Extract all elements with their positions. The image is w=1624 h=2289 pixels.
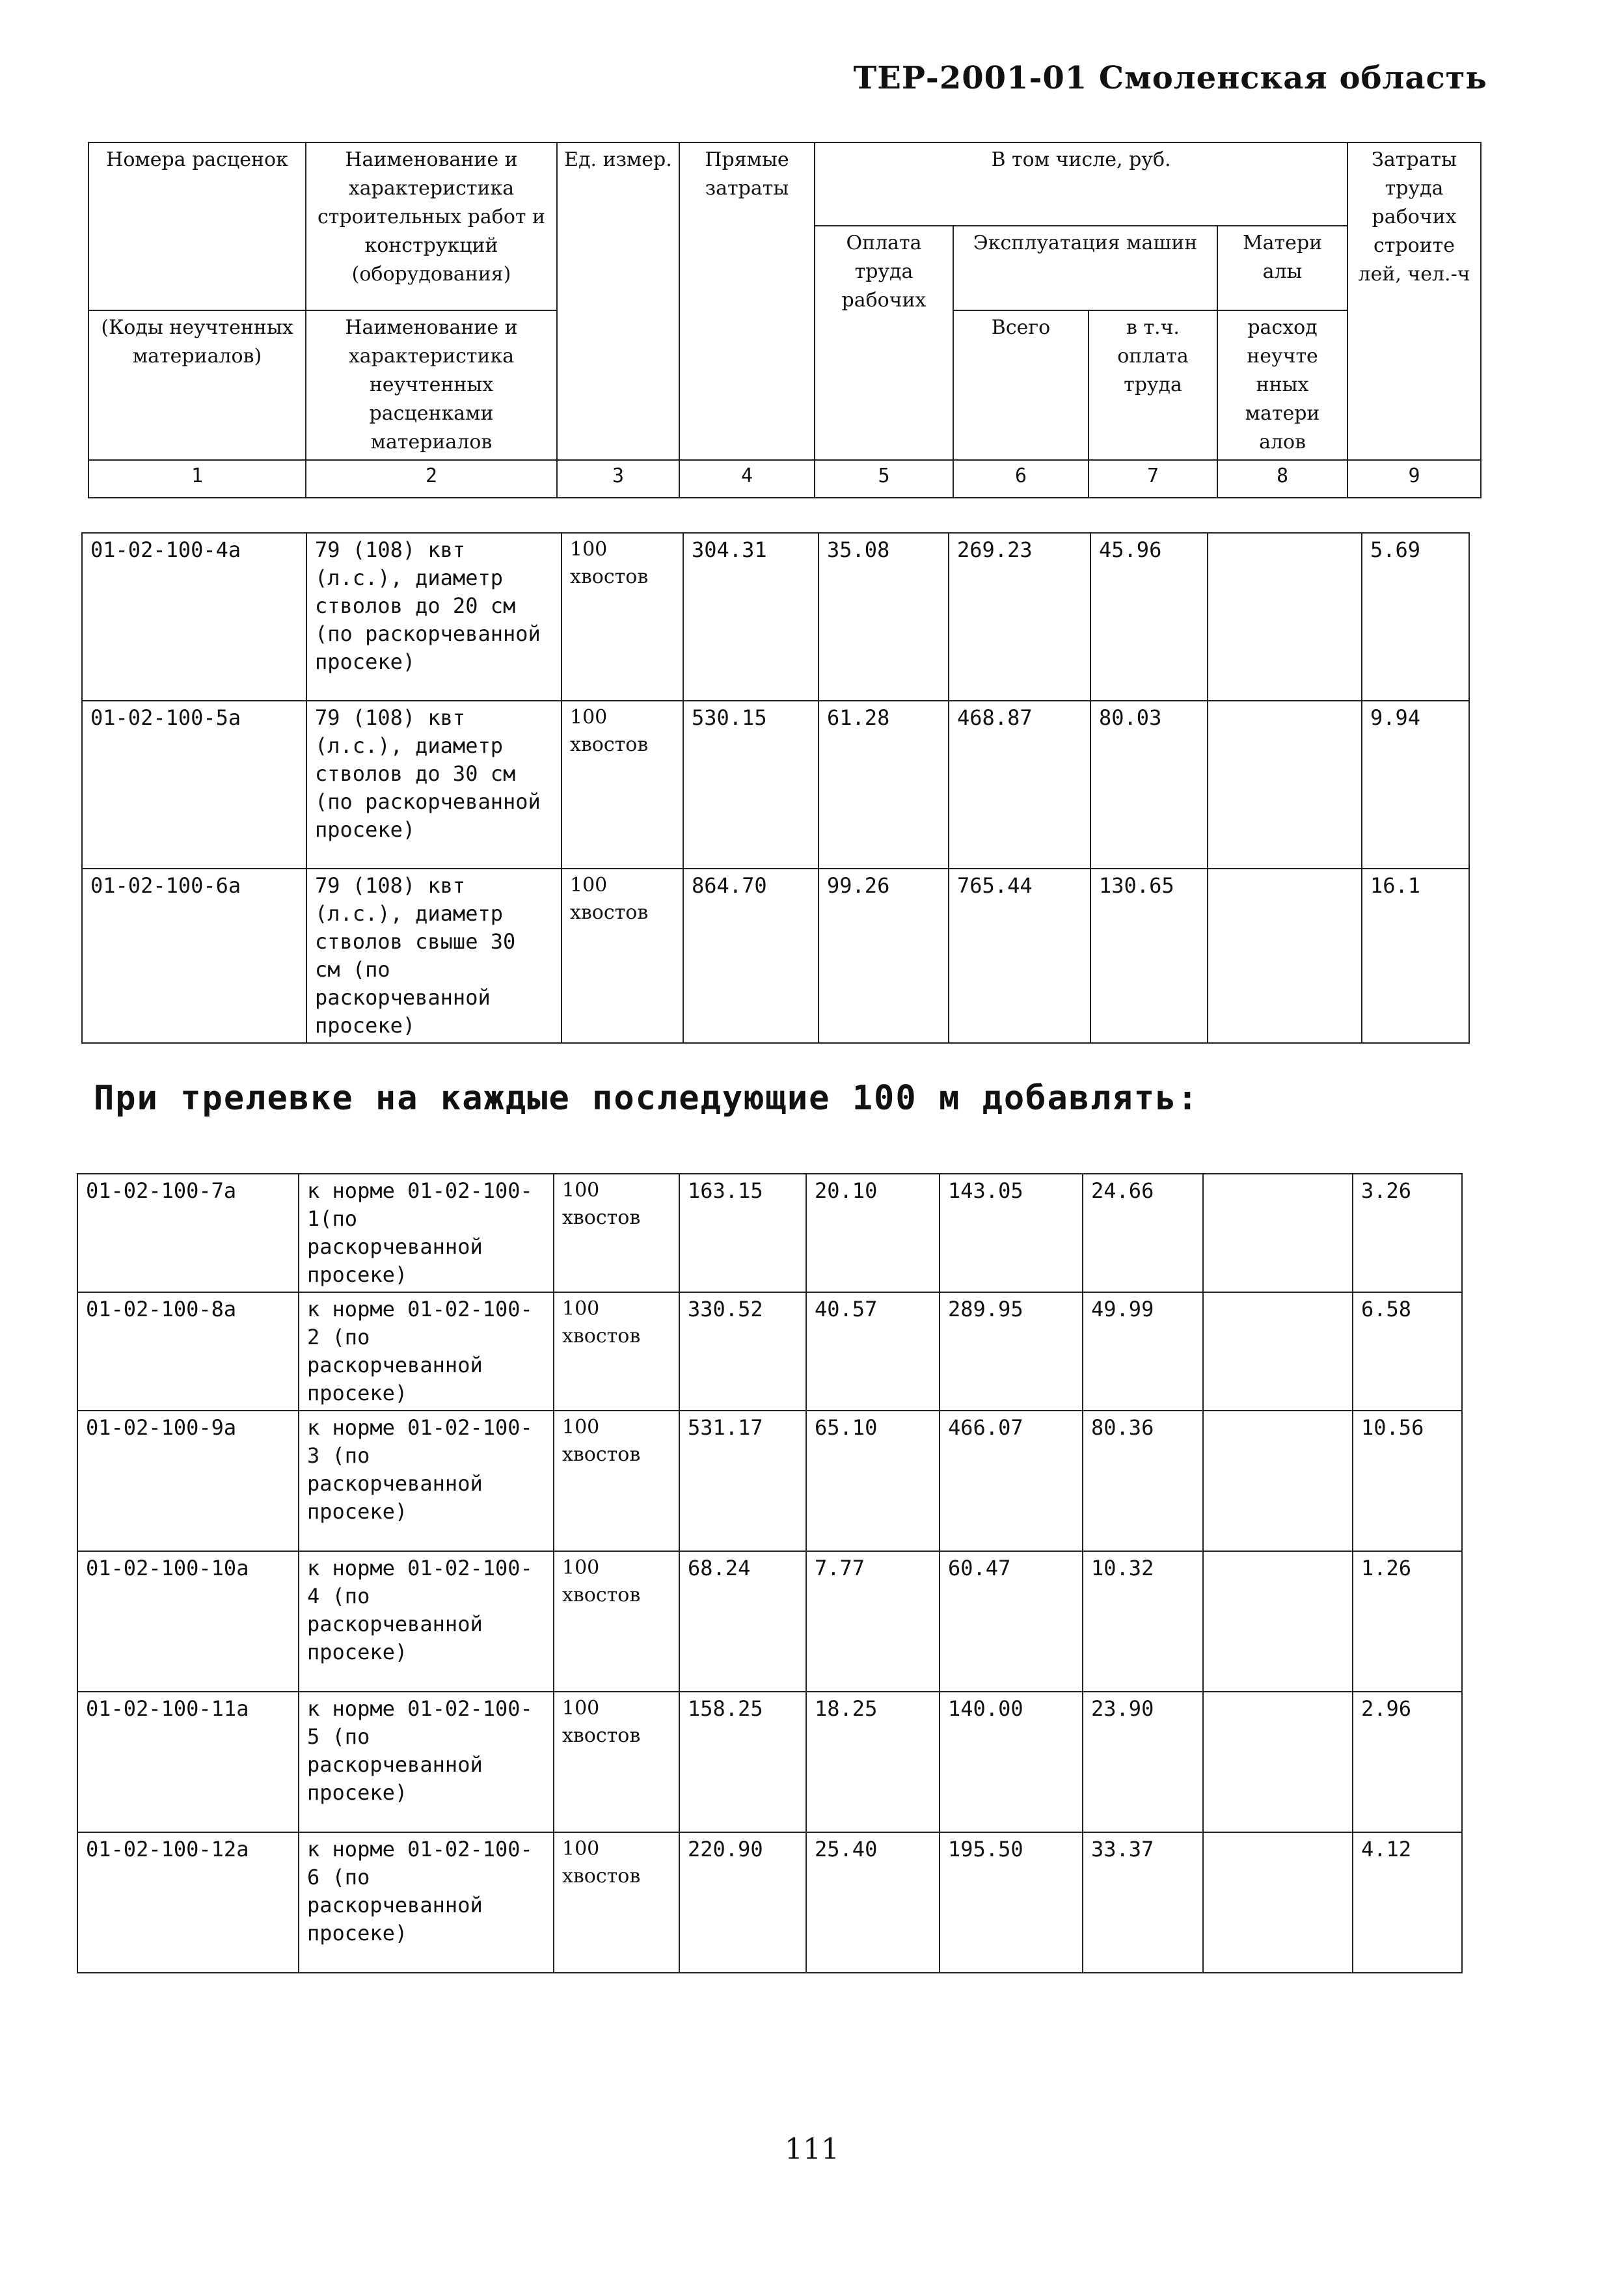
rate-name: к норме 01-02-100-6 (по раскорчеванной просеке) [299, 1832, 554, 1973]
machines-labor: 10.32 [1083, 1551, 1203, 1692]
labor-pay: 35.08 [819, 533, 949, 701]
materials [1208, 869, 1362, 1043]
labor-pay: 65.10 [806, 1411, 940, 1551]
materials [1203, 1832, 1353, 1973]
machines-labor: 24.66 [1083, 1174, 1203, 1292]
materials [1208, 701, 1362, 869]
labor-hours: 3.26 [1353, 1174, 1462, 1292]
machines-total: 269.23 [949, 533, 1090, 701]
rate-unit: 100 хвостов [554, 1174, 679, 1292]
rates-table-additional [77, 1173, 1463, 1973]
rate-name: 79 (108) квт (л.с.), диаметр стволов до 30 см (по раскорчеванной просеке) [306, 701, 562, 869]
header-machines-labor: в т.ч. оплата труда [1089, 310, 1217, 460]
direct-costs: 864.70 [683, 869, 819, 1043]
header-materials-usage: расход неучте нных матери алов [1217, 310, 1347, 460]
column-number: 3 [557, 460, 679, 498]
labor-pay: 7.77 [806, 1551, 940, 1692]
page-number: 111 [785, 2133, 839, 2166]
header-codes: Номера расценок [88, 142, 306, 310]
machines-total: 143.05 [940, 1174, 1083, 1292]
header-machines: Эксплуатация машин [953, 226, 1217, 310]
machines-total: 195.50 [940, 1832, 1083, 1973]
header-labor-hours: Затраты труда рабочих строите лей, чел.-ч [1347, 142, 1481, 460]
labor-hours: 6.58 [1353, 1292, 1462, 1411]
labor-pay: 61.28 [819, 701, 949, 869]
rate-unit: 100 хвостов [554, 1292, 679, 1411]
machines-total: 60.47 [940, 1551, 1083, 1692]
table-row [82, 533, 1469, 701]
rate-unit: 100 хвостов [554, 1551, 679, 1692]
rate-name: к норме 01-02-100-2 (по раскорчеванной просеке) [299, 1292, 554, 1411]
machines-labor: 45.96 [1090, 533, 1208, 701]
table-row [77, 1174, 1462, 1292]
column-number: 1 [88, 460, 306, 498]
labor-pay: 40.57 [806, 1292, 940, 1411]
rate-name: к норме 01-02-100-4 (по раскорчеванной просеке) [299, 1551, 554, 1692]
column-number: 2 [306, 460, 557, 498]
direct-costs: 158.25 [679, 1692, 806, 1832]
direct-costs: 163.15 [679, 1174, 806, 1292]
rate-name: к норме 01-02-100-3 (по раскорчеванной просеке) [299, 1411, 554, 1551]
header-unit: Ед. измер. [557, 142, 679, 460]
header-labor-pay: Оплата труда рабочих [815, 226, 953, 460]
rate-code: 01-02-100-9а [77, 1411, 299, 1551]
machines-total: 140.00 [940, 1692, 1083, 1832]
rate-unit: 100 хвостов [554, 1832, 679, 1973]
rate-code: 01-02-100-5а [82, 701, 306, 869]
header-unaccounted-codes: (Коды неучтенных материалов) [88, 310, 306, 460]
column-number: 5 [815, 460, 953, 498]
header-table [88, 142, 1482, 498]
direct-costs: 530.15 [683, 701, 819, 869]
table-row [82, 701, 1469, 869]
header-including-group: В том числе, руб. [815, 142, 1347, 226]
rate-code: 01-02-100-8а [77, 1292, 299, 1411]
machines-labor: 33.37 [1083, 1832, 1203, 1973]
materials [1203, 1174, 1353, 1292]
header-work-name: Наименование и характеристика строительных работ и конструкций (оборудования) [306, 142, 557, 310]
labor-hours: 2.96 [1353, 1692, 1462, 1832]
rate-code: 01-02-100-11а [77, 1692, 299, 1832]
column-number: 4 [679, 460, 815, 498]
rate-unit: 100 хвостов [554, 1411, 679, 1551]
labor-pay: 99.26 [819, 869, 949, 1043]
rate-name: к норме 01-02-100-1(по раскорчеванной просеке) [299, 1174, 554, 1292]
rate-code: 01-02-100-12а [77, 1832, 299, 1973]
rate-name: к норме 01-02-100-5 (по раскорчеванной просеке) [299, 1692, 554, 1832]
materials [1208, 533, 1362, 701]
labor-pay: 20.10 [806, 1174, 940, 1292]
rate-unit: 100 хвостов [554, 1692, 679, 1832]
machines-total: 765.44 [949, 869, 1090, 1043]
rate-code: 01-02-100-10а [77, 1551, 299, 1692]
direct-costs: 220.90 [679, 1832, 806, 1973]
rate-code: 01-02-100-4а [82, 533, 306, 701]
header-direct-costs: Прямые затраты [679, 142, 815, 460]
machines-total: 468.87 [949, 701, 1090, 869]
header-materials: Матери алы [1217, 226, 1347, 310]
rate-name: 79 (108) квт (л.с.), диаметр стволов до 20 см (по раскорчеванной просеке) [306, 533, 562, 701]
column-number: 9 [1347, 460, 1481, 498]
header-machines-total: Всего [953, 310, 1089, 460]
machines-total: 289.95 [940, 1292, 1083, 1411]
rate-code: 01-02-100-6а [82, 869, 306, 1043]
labor-hours: 5.69 [1362, 533, 1469, 701]
rates-table-main [81, 532, 1470, 1044]
materials [1203, 1292, 1353, 1411]
rate-name: 79 (108) квт (л.с.), диаметр стволов свыше 30 см (по раскорчеванной просеке) [306, 869, 562, 1043]
table-row [77, 1292, 1462, 1411]
direct-costs: 68.24 [679, 1551, 806, 1692]
machines-labor: 49.99 [1083, 1292, 1203, 1411]
column-number: 7 [1089, 460, 1217, 498]
machines-labor: 80.03 [1090, 701, 1208, 869]
machines-total: 466.07 [940, 1411, 1083, 1551]
labor-pay: 25.40 [806, 1832, 940, 1973]
labor-pay: 18.25 [806, 1692, 940, 1832]
machines-labor: 80.36 [1083, 1411, 1203, 1551]
materials [1203, 1692, 1353, 1832]
header-unaccounted-names: Наименование и характеристика неучтенных расценками материалов [306, 310, 557, 460]
column-number: 6 [953, 460, 1089, 498]
labor-hours: 16.1 [1362, 869, 1469, 1043]
rate-code: 01-02-100-7а [77, 1174, 299, 1292]
document-title: ТЕР-2001-01 Смоленская область [853, 60, 1487, 96]
direct-costs: 330.52 [679, 1292, 806, 1411]
labor-hours: 10.56 [1353, 1411, 1462, 1551]
labor-hours: 4.12 [1353, 1832, 1462, 1973]
table-row [77, 1411, 1462, 1551]
table-row [82, 869, 1469, 1043]
section-heading: При трелевке на каждые последующие 100 м добавлять: [94, 1079, 1199, 1118]
rate-unit: 100 хвостов [562, 533, 683, 701]
table-row [77, 1692, 1462, 1832]
materials [1203, 1551, 1353, 1692]
machines-labor: 23.90 [1083, 1692, 1203, 1832]
labor-hours: 9.94 [1362, 701, 1469, 869]
table-row [77, 1551, 1462, 1692]
table-row [77, 1832, 1462, 1973]
labor-hours: 1.26 [1353, 1551, 1462, 1692]
rate-unit: 100 хвостов [562, 701, 683, 869]
machines-labor: 130.65 [1090, 869, 1208, 1043]
materials [1203, 1411, 1353, 1551]
column-number: 8 [1217, 460, 1347, 498]
direct-costs: 304.31 [683, 533, 819, 701]
rate-unit: 100 хвостов [562, 869, 683, 1043]
direct-costs: 531.17 [679, 1411, 806, 1551]
